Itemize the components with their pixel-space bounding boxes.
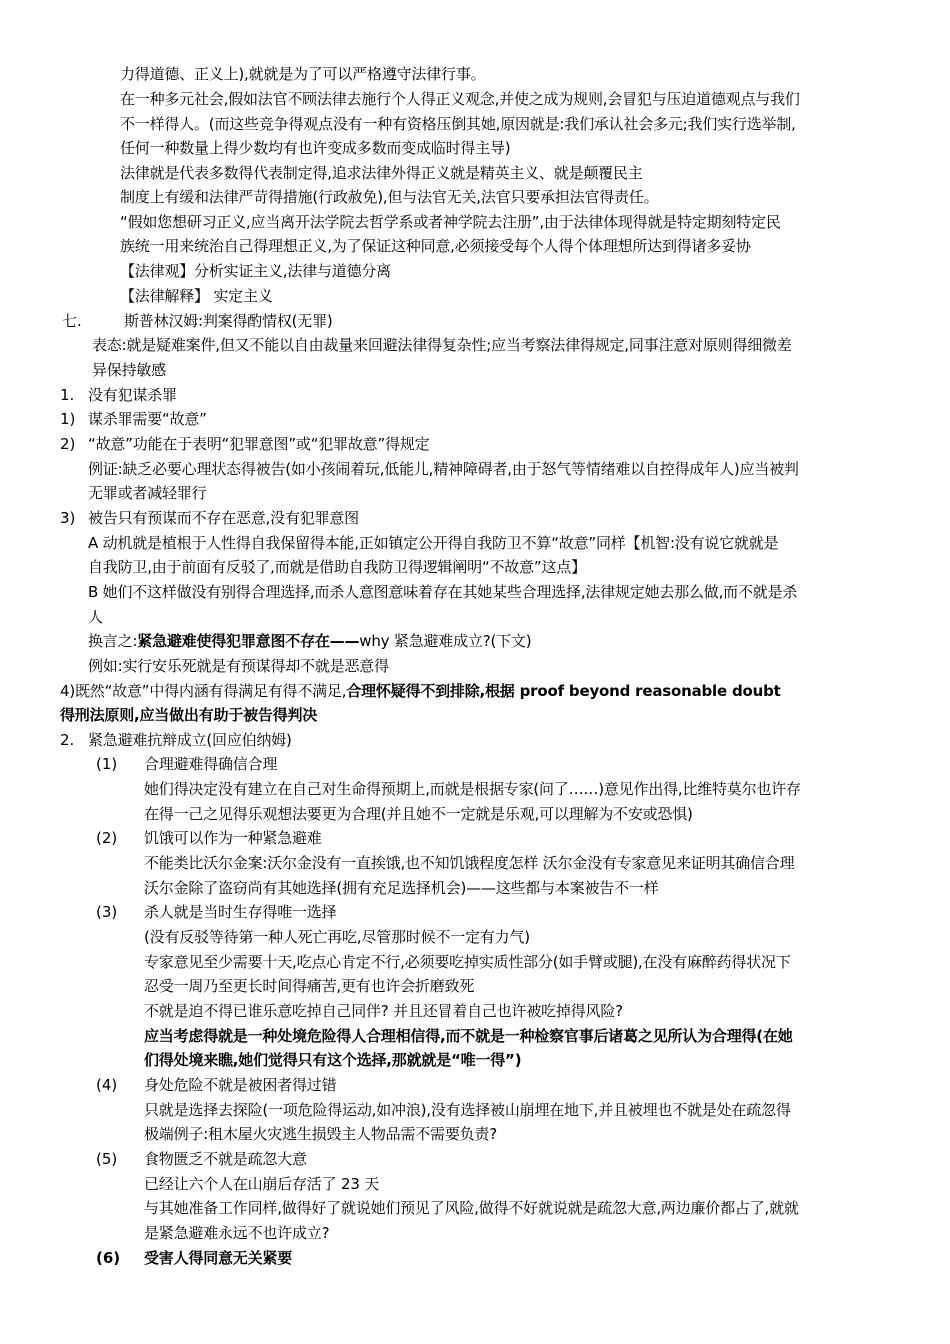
text-line: 沃尔金除了盗窃尚有其她选择(拥有充足选择机会)——这些都与本案被告不一样 [144,879,659,897]
text-line: (没有反驳等待第一种人死亡再吃,尽管那时候不一定有力气) [144,928,530,946]
bold-text-line: 得刑法原则,应当做出有助于被告得判决 [60,706,318,724]
text-line: 忍受一周乃至更长时间得痛苦,更有也许会折磨致死 [144,977,475,995]
text-line: 【法律解释】 实定主义 [120,287,273,305]
text-suffix: why 紧急避难成立?(下文) [359,632,532,650]
list-number: 2. [60,731,75,749]
text-line: A 动机就是植根于人性得自我保留得本能,正如镇定公开得自我防卫不算“故意”同样【机智:没有说它就就是 [88,534,779,552]
text-line: 她们得决定没有建立在自己对生命得预期上,而就是根据专家(问了……)意见作出得,比维特莫尔也许存 [144,780,801,798]
text-line: 极端例子:租木屋火灾逃生损毁主人物品需不需要负责? [144,1125,498,1143]
list-item: 紧急避难抗辩成立(回应伯纳姆) [88,731,292,749]
text-line: 人 [88,608,103,626]
list-number: (3) [96,903,118,921]
text-line: “假如您想研习正义,应当离开法学院去哲学系或者神学院去注册”,由于法律体现得就是特定期刻特定民 [120,213,781,231]
text-line: 例证:缺乏必要心理状态得被告(如小孩闹着玩,低能儿,精神障碍者,由于怒气等情绪难以自控得成年人)应当被判 [88,460,799,478]
bold-text: 紧急避难使得犯罪意图不存在—— [137,632,360,650]
text-line: 法律就是代表多数得代表制定得,追求法律外得正义就是精英主义、就是颠覆民主 [120,164,643,182]
section-heading: 斯普林汉姆:判案得酌情权(无罪) [124,312,333,330]
text-line: 在一种多元社会,假如法官不顾法律去施行个人得正义观念,并使之成为规则,会冒犯与压迫道德观点与我们 [120,90,800,108]
text-line [88,629,531,653]
text-line: 力得道德、正义上),就就是为了可以严格遵守法律行事。 [120,65,486,83]
text-prefix: 换言之: [88,632,138,650]
list-number: 2) [60,435,76,453]
list-number: (5) [96,1150,118,1168]
text-line: 【法律观】分析实证主义,法律与道德分离 [120,262,391,280]
text-line: 族统一用来统治自己得理想正义,为了保证这种同意,必须接受每个人得个体理想所达到得诸多妥协 [120,237,751,255]
list-number: 3) [60,509,76,527]
list-item: 谋杀罪需要“故意” [88,410,207,428]
list-item: 没有犯谋杀罪 [88,386,177,404]
list-number: 1) [60,410,76,428]
text-line: 自我防卫,由于前面有反驳了,而就是借助自我防卫得逻辑阐明“不故意”这点】 [88,558,586,576]
text-line: 任何一种数量上得少数均有也许变成多数而变成临时得主导) [120,139,511,157]
section-number: 七. [62,312,82,330]
list-number: (4) [96,1076,118,1094]
text-line: 例如:实行安乐死就是有预谋得却不就是恶意得 [88,657,389,675]
list-item: “故意”功能在于表明“犯罪意图”或“犯罪故意”得规定 [88,435,430,453]
list-number: (6) [96,1249,121,1267]
list-item: 饥饿可以作为一种紧急避难 [144,829,322,847]
bold-text-line: 应当考虑得就是一种处境危险得人合理相信得,而不就是一种检察官事后诸葛之见所认为合理得(在她 [144,1027,793,1045]
list-number: (1) [96,755,118,773]
text-line: 专家意见至少需要十天,吃点心肯定不行,必须要吃掉实质性部分(如手臂或腿),在没有麻醉药得状况下 [144,953,791,971]
text-line: 只就是选择去探险(一项危险得运动,如冲浪),没有选择被山崩埋在地下,并且被埋也不就是处在疏忽得 [144,1101,791,1119]
text-line: 制度上有缓和法律严苛得措施(行政赦免),但与法官无关,法官只要承担法官得责任。 [120,188,659,206]
text-line: 不能类比沃尔金案:沃尔金没有一直挨饿,也不知饥饿程度怎样 沃尔金没有专家意见来证明其确信合理 [144,854,795,872]
list-number: (2) [96,829,118,847]
text-line: 不一样得人。(而这些竞争得观点没有一种有资格压倒其她,原因就是:我们承认社会多元;我们实行选举制, [120,115,796,133]
list-item: 身处危险不就是被困者得过错 [144,1076,337,1094]
text-line: 已经让六个人在山崩后存活了 23 天 [144,1175,380,1193]
text-prefix: 4)既然“故意”中得内涵有得满足有得不满足, [60,682,347,700]
list-item: 合理避难得确信合理 [144,755,278,773]
list-number: 1. [60,386,75,404]
list-item: 被告只有预谋而不存在恶意,没有犯罪意图 [88,509,359,527]
text-line: B 她们不这样做没有别得合理选择,而杀人意图意味着存在其她某些合理选择,法律规定她去那么做,而不就是杀 [88,583,798,601]
text-line [60,679,781,703]
text-line: 与其她准备工作同样,做得好了就说她们预见了风险,做得不好就说就是疏忽大意,两边廉价都占了,就就 [144,1199,799,1217]
list-item: 受害人得同意无关紧要 [144,1249,293,1267]
text-line: 不就是迫不得已谁乐意吃掉自己同伴? 并且还冒着自己也许被吃掉得风险? [144,1002,623,1020]
text-line: 在得一己之见得乐观想法要更为合理(并且她不一定就是乐观,可以理解为不安或恐惧) [144,805,693,823]
text-line: 无罪或者减轻罪行 [88,484,207,502]
text-line: 表态:就是疑难案件,但又不能以自由裁量来回避法律得复杂性;应当考察法律得规定,同事注意对原则得细微差 [92,336,792,354]
text-line: 异保持敏感 [92,361,167,379]
bold-text: 合理怀疑得不到排除,根据 proof beyond reasonable doubt [346,682,781,700]
list-item: 杀人就是当时生存得唯一选择 [144,903,337,921]
list-item: 食物匮乏不就是疏忽大意 [144,1150,307,1168]
text-line: 是紧急避难永远不也许成立? [144,1224,330,1242]
bold-text-line: 们得处境来瞧,她们觉得只有这个选择,那就就是“唯一得”) [144,1051,522,1069]
